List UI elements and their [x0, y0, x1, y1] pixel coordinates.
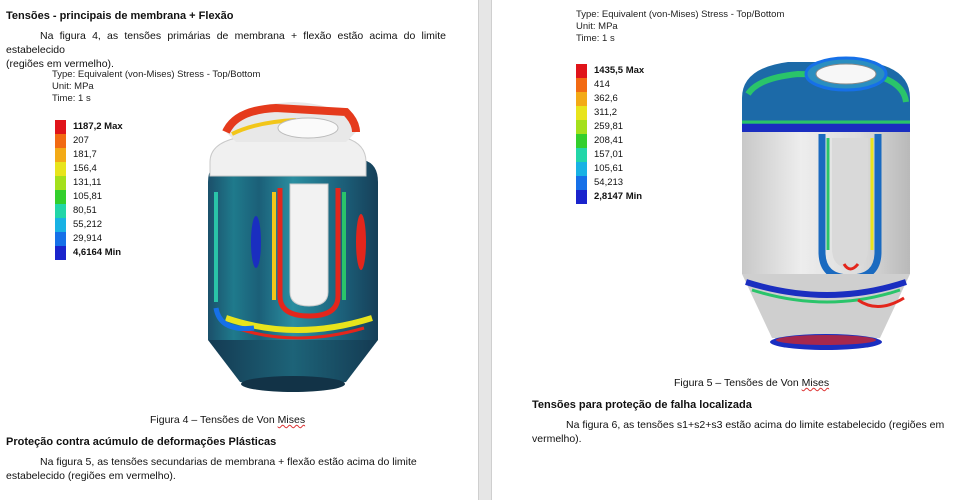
- legend-max-label: 1435,5 Max: [594, 65, 645, 76]
- legend-label: 105,81: [73, 191, 103, 202]
- paragraph-line: vermelho).: [532, 433, 582, 445]
- caption-spellcheck-word: Mises: [277, 414, 306, 426]
- legend-swatch: [55, 218, 66, 232]
- legend-swatch: [576, 190, 587, 204]
- legend-swatch: [576, 78, 587, 92]
- legend-swatch: [55, 232, 66, 246]
- legend-label: 259,81: [594, 121, 624, 132]
- figure-4-caption: [150, 414, 305, 426]
- legend-label: 131,11: [73, 177, 102, 188]
- result-unit-label: Unit: MPa: [52, 81, 94, 92]
- legend-swatch: [55, 204, 66, 218]
- legend-swatch: [576, 162, 587, 176]
- legend-label: 208,41: [594, 135, 624, 146]
- result-unit-label: Unit: MPa: [576, 21, 618, 32]
- legend-label: 55,212: [73, 219, 103, 230]
- paragraph-line: estabelecido (regiões em vermelho).: [6, 470, 176, 482]
- legend-swatch: [576, 106, 587, 120]
- legend-swatch: [55, 176, 66, 190]
- result-time-label: Time: 1 s: [576, 33, 615, 44]
- legend-label: 157,01: [594, 149, 624, 160]
- legend-swatch: [55, 246, 66, 260]
- figure-5-caption: [674, 377, 829, 389]
- legend-label: 311,2: [594, 107, 618, 118]
- paragraph-line: (regiões em vermelho).: [6, 58, 114, 70]
- paragraph-figure-6: [532, 418, 970, 446]
- legend-swatch: [55, 120, 66, 134]
- legend-swatch: [55, 148, 66, 162]
- legend-label: 207: [73, 135, 89, 146]
- legend-label: 156,4: [73, 163, 97, 174]
- page-gutter: [478, 0, 492, 500]
- legend-min-label: 4,6164 Min: [73, 247, 122, 258]
- paragraph-figure-4: [6, 29, 446, 71]
- legend-swatch: [576, 176, 587, 190]
- caption-spellcheck-word: Mises: [801, 377, 830, 389]
- stress-contour-model-figure-5: [728, 38, 924, 360]
- legend-swatch: [576, 92, 587, 106]
- legend-label: 54,213: [594, 177, 624, 188]
- paragraph-line: Na figura 5, as tensões secundarias de membrana + flexão estão acima do limite: [40, 456, 417, 468]
- legend-label: 29,914: [73, 233, 103, 244]
- legend-swatch: [55, 190, 66, 204]
- paragraph-line: Na figura 4, as tensões primárias de membrana + flexão estão acima do limite estabelecido: [6, 30, 446, 56]
- legend-min-label: 2,8147 Min: [594, 191, 643, 202]
- document-page-right: [492, 0, 980, 500]
- legend-swatch: [55, 162, 66, 176]
- legend-swatch: [55, 134, 66, 148]
- paragraph-line: Na figura 6, as tensões s1+s2+s3 estão acima do limite estabelecido (regiões em: [566, 419, 945, 431]
- legend-swatch: [576, 120, 587, 134]
- caption-text: Figura 4 – Tensões de Von: [150, 414, 278, 426]
- legend-label: 105,61: [594, 163, 624, 174]
- document-page-left: [0, 0, 478, 500]
- legend-label: 80,51: [73, 205, 97, 216]
- legend-label: 362,6: [594, 93, 618, 104]
- stress-contour-model-figure-4: [196, 92, 386, 394]
- section-heading-plastic-deformation: Proteção contra acúmulo de deformações Plásticas: [6, 436, 277, 448]
- result-type-label: Type: Equivalent (von-Mises) Stress - Top/Bottom: [52, 69, 261, 80]
- caption-text: Figura 5 – Tensões de Von: [674, 377, 802, 389]
- legend-swatch: [576, 134, 587, 148]
- result-time-label: Time: 1 s: [52, 93, 91, 104]
- section-heading-localized-failure: Tensões para proteção de falha localizada: [532, 399, 752, 411]
- legend-swatch: [576, 64, 587, 78]
- paragraph-figure-5: [6, 455, 448, 483]
- legend-label: 414: [594, 79, 610, 90]
- legend-swatch: [576, 148, 587, 162]
- legend-label: 181,7: [73, 149, 97, 160]
- legend-max-label: 1187,2 Max: [73, 121, 123, 132]
- result-type-label: Type: Equivalent (von-Mises) Stress - Top/Bottom: [576, 9, 785, 20]
- section-heading-membrane-bending: Tensões - principais de membrana + Flexão: [6, 10, 234, 22]
